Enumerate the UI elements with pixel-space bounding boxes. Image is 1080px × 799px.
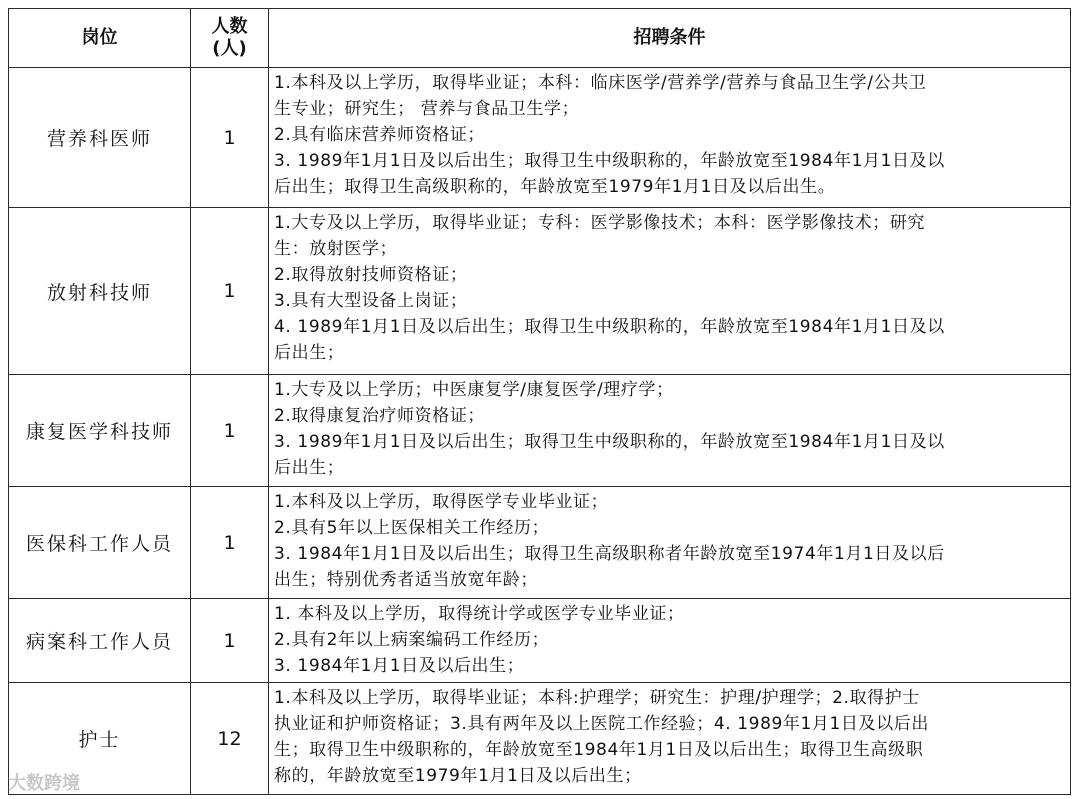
requirements-cell xyxy=(269,68,1071,208)
requirement-line: 生；取得卫生中级职称的，年龄放宽至1984年1月1日及以后出生；取得卫生高级职 xyxy=(274,740,924,760)
count-cell: 1 xyxy=(191,487,269,599)
requirement-line: 1.大专及以上学历；中医康复学/康复医学/理疗学； xyxy=(274,380,674,400)
header-count-line2: (人) xyxy=(212,38,247,59)
requirement-line: 后出生； xyxy=(274,458,345,478)
post-cell: 放射科技师 xyxy=(9,208,191,375)
requirement-line: 2.具有2年以上病案编码工作经历； xyxy=(274,630,550,650)
count-cell: 12 xyxy=(191,683,269,795)
requirements-cell xyxy=(269,375,1071,487)
requirement-line: 生专业；研究生； 营养与食品卫生学； xyxy=(274,99,580,119)
count-cell: 1 xyxy=(191,599,269,683)
post-cell: 康复医学科技师 xyxy=(9,375,191,487)
requirement-line: 3. 1989年1月1日及以后出生；取得卫生中级职称的，年龄放宽至1984年1月1日及以 xyxy=(274,151,945,171)
requirement-line: 生：放射医学； xyxy=(274,239,398,259)
table-row xyxy=(9,208,1071,375)
requirement-line: 2.具有临床营养师资格证； xyxy=(274,125,486,145)
requirements-cell xyxy=(269,599,1071,683)
requirement-line: 2.取得康复治疗师资格证； xyxy=(274,406,486,426)
requirement-line: 3.具有大型设备上岗证； xyxy=(274,291,468,311)
requirement-line: 后出生；取得卫生高级职称的，年龄放宽至1979年1月1日及以后出生。 xyxy=(274,177,836,197)
table-row xyxy=(9,375,1071,487)
requirement-line: 2.具有5年以上医保相关工作经历； xyxy=(274,518,550,538)
recruitment-table xyxy=(8,8,1071,795)
requirements-cell xyxy=(269,683,1071,795)
requirements-cell xyxy=(269,208,1071,375)
requirement-line: 3. 1984年1月1日及以后出生； xyxy=(274,656,525,676)
table-row xyxy=(9,487,1071,599)
count-cell: 1 xyxy=(191,375,269,487)
requirement-line: 出生；特别优秀者适当放宽年龄； xyxy=(274,570,538,590)
post-cell: 医保科工作人员 xyxy=(9,487,191,599)
table-row xyxy=(9,599,1071,683)
header-row xyxy=(9,9,1071,68)
requirement-line: 1.本科及以上学历，取得毕业证；本科：临床医学/营养学/营养与食品卫生学/公共卫 xyxy=(274,73,927,93)
requirement-line: 后出生； xyxy=(274,343,345,363)
requirement-line: 3. 1984年1月1日及以后出生；取得卫生高级职称者年龄放宽至1974年1月1日及以后 xyxy=(274,544,945,564)
requirement-line: 1.本科及以上学历，取得毕业证；本科:护理学；研究生：护理/护理学；2.取得护士 xyxy=(274,688,920,708)
requirement-line: 1.本科及以上学历，取得医学专业毕业证； xyxy=(274,492,609,512)
header-post: 岗位 xyxy=(9,9,191,68)
recruitment-table-container xyxy=(8,8,1071,795)
requirement-line: 4. 1989年1月1日及以后出生；取得卫生中级职称的，年龄放宽至1984年1月1日及以 xyxy=(274,317,945,337)
header-count xyxy=(191,9,269,68)
table-row xyxy=(9,683,1071,795)
requirement-line: 1. 本科及以上学历，取得统计学或医学专业毕业证； xyxy=(274,604,685,624)
count-cell: 1 xyxy=(191,68,269,208)
header-requirements: 招聘条件 xyxy=(269,9,1071,68)
watermark: 大数跨境 xyxy=(8,773,80,794)
requirement-line: 称的，年龄放宽至1979年1月1日及以后出生； xyxy=(274,766,642,786)
requirement-line: 1.大专及以上学历，取得毕业证；专科：医学影像技术；本科：医学影像技术；研究 xyxy=(274,213,926,233)
requirement-line: 执业证和护师资格证；3.具有两年及以上医院工作经验；4. 1989年1月1日及以后出 xyxy=(274,714,929,734)
header-count-line1: 人数 xyxy=(211,16,248,37)
requirement-line: 3. 1989年1月1日及以后出生；取得卫生中级职称的，年龄放宽至1984年1月1日及以 xyxy=(274,432,945,452)
count-cell: 1 xyxy=(191,208,269,375)
requirements-cell xyxy=(269,487,1071,599)
post-cell: 护士 xyxy=(9,683,191,795)
requirement-line: 2.取得放射技师资格证； xyxy=(274,265,468,285)
post-cell: 病案科工作人员 xyxy=(9,599,191,683)
post-cell: 营养科医师 xyxy=(9,68,191,208)
table-row xyxy=(9,68,1071,208)
